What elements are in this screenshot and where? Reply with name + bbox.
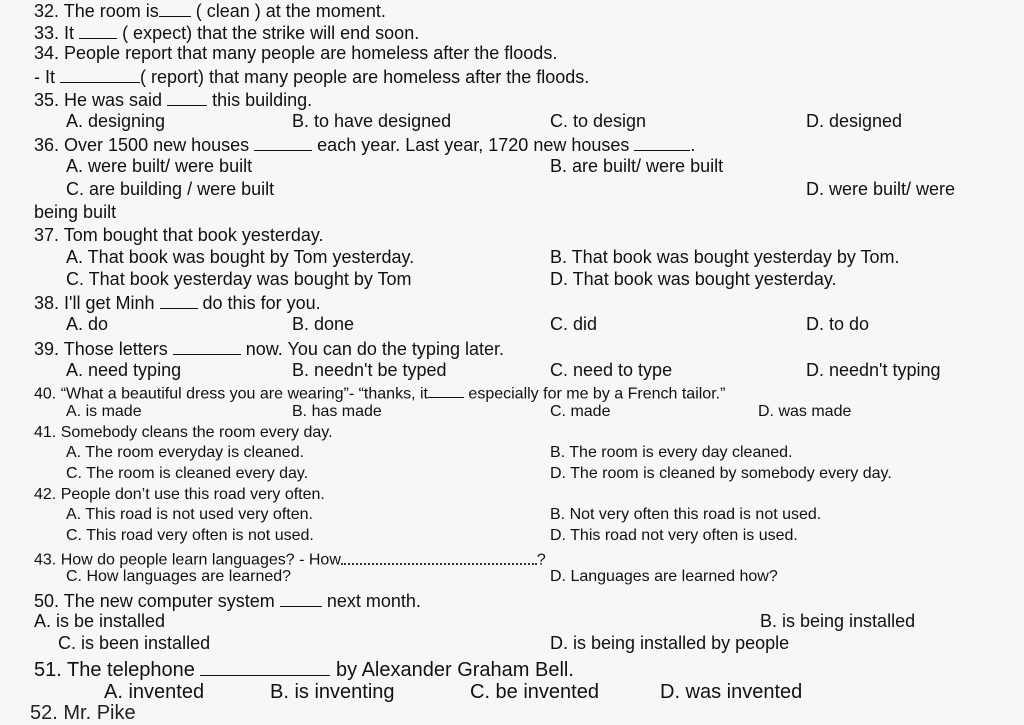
q34-text-pre: - It	[34, 67, 55, 88]
q39-text-post: now. You can do the typing later.	[245, 339, 504, 360]
q36-option-b[interactable]: B. are built/ were built	[550, 156, 724, 176]
question-36	[34, 134, 695, 154]
q51-option-d[interactable]: D. was invented	[660, 681, 803, 703]
question-32	[34, 0, 386, 20]
q39-blank	[173, 338, 241, 355]
q40-blank	[428, 383, 464, 398]
question-34-stem: 34. People report that many people are homeless after the floods.	[34, 43, 558, 63]
q35-option-b[interactable]: B. to have designed	[292, 111, 452, 131]
q35-text-pre: 35. He was said	[34, 90, 163, 111]
q37-option-c[interactable]: C. That book yesterday was bought by Tom	[66, 269, 412, 289]
q50-option-c[interactable]: C. is been installed	[58, 633, 211, 653]
question-41: 41. Somebody cleans the room every day.	[34, 424, 333, 441]
q33-text-post: ( expect) that the strike will end soon.	[122, 23, 420, 44]
q41-option-c[interactable]: C. The room is cleaned every day.	[66, 465, 309, 482]
q36-option-d[interactable]: D. were built/ were	[806, 179, 956, 199]
q36-text-end: .	[690, 135, 696, 156]
q34-text-post: ( report) that many people are homeless after the floods.	[140, 67, 590, 88]
q36-option-d-cont: being built	[34, 202, 117, 222]
q42-option-a[interactable]: A. This road is not used very often.	[66, 506, 313, 523]
q34-blank	[60, 66, 140, 83]
q35-text-post: this building.	[212, 90, 313, 111]
q41-option-a[interactable]: A. The room everyday is cleaned.	[66, 444, 305, 461]
q39-text-pre: 39. Those letters	[34, 339, 168, 360]
q38-option-d[interactable]: D. to do	[806, 314, 870, 334]
q36-option-a[interactable]: A. were built/ were built	[66, 156, 253, 176]
q36-option-c[interactable]: C. are building / were built	[66, 179, 275, 199]
q39-option-d[interactable]: D. needn't typing	[806, 360, 941, 380]
question-39	[34, 338, 504, 358]
question-50	[34, 590, 421, 610]
q33-text-pre: 33. It	[34, 23, 75, 44]
q33-blank	[79, 22, 117, 39]
q35-blank	[167, 89, 207, 106]
q41-option-d[interactable]: D. The room is cleaned by somebody every day.	[550, 465, 892, 482]
q43-text-post: ?	[536, 551, 546, 569]
question-52-fragment: 52. Mr. Pike	[30, 702, 136, 724]
question-38	[34, 292, 321, 312]
q50-option-b[interactable]: B. is being installed	[760, 611, 916, 631]
q42-option-c[interactable]: C. This road very often is not used.	[66, 527, 314, 544]
q51-option-b[interactable]: B. is inventing	[270, 681, 395, 703]
q51-text-pre: 51. The telephone	[34, 659, 195, 681]
q32-text-pre: 32. The room is	[34, 1, 159, 22]
q38-option-a[interactable]: A. do	[66, 314, 109, 334]
question-51	[34, 657, 574, 680]
q40-option-d[interactable]: D. was made	[758, 403, 852, 420]
q40-option-b[interactable]: B. has made	[292, 403, 382, 420]
q50-blank	[280, 590, 322, 607]
q35-option-c[interactable]: C. to design	[550, 111, 647, 131]
q51-option-c[interactable]: C. be invented	[470, 681, 599, 703]
q42-option-d[interactable]: D. This road not very often is used.	[550, 527, 798, 544]
question-43	[34, 549, 546, 569]
q38-text-post: do this for you.	[202, 293, 321, 314]
q43-option-c[interactable]: C. How languages are learned?	[66, 568, 292, 585]
q39-option-b[interactable]: B. needn't be typed	[292, 360, 447, 380]
q38-option-c[interactable]: C. did	[550, 314, 598, 334]
question-33	[34, 22, 419, 42]
q39-option-a[interactable]: A. need typing	[66, 360, 182, 380]
q40-text-post: especially for me by a French tailor.”	[468, 385, 726, 403]
q38-blank	[160, 292, 198, 309]
q37-option-a[interactable]: A. That book was bought by Tom yesterday.	[66, 247, 415, 267]
q50-text-pre: 50. The new computer system	[34, 591, 275, 612]
q38-text-pre: 38. I'll get Minh	[34, 293, 155, 314]
question-34-rewrite	[34, 66, 589, 86]
q42-option-b[interactable]: B. Not very often this road is not used.	[550, 506, 822, 523]
question-40	[34, 383, 725, 402]
q36-text-mid: each year. Last year, 1720 new houses	[317, 135, 630, 156]
q32-blank	[159, 0, 191, 17]
q43-option-d[interactable]: D. Languages are learned how?	[550, 568, 778, 585]
q36-blank-1	[254, 134, 312, 151]
q36-blank-2	[634, 134, 690, 151]
q32-text-post: ( clean ) at the moment.	[195, 1, 386, 22]
q50-option-d[interactable]: D. is being installed by people	[550, 633, 790, 653]
question-42: 42. People don’t use this road very often.	[34, 486, 325, 503]
q40-text-pre: 40. “What a beautiful dress you are wearing”- “thanks, it	[34, 385, 428, 403]
q43-dotted-blank	[341, 549, 537, 565]
q35-option-d[interactable]: D. designed	[806, 111, 903, 131]
q50-option-a[interactable]: A. is be installed	[34, 611, 166, 631]
q37-option-b[interactable]: B. That book was bought yesterday by Tom.	[550, 247, 900, 267]
q51-option-a[interactable]: A. invented	[104, 681, 205, 703]
q40-option-c[interactable]: C. made	[550, 403, 611, 420]
q41-option-b[interactable]: B. The room is every day cleaned.	[550, 444, 793, 461]
q51-text-post: by Alexander Graham Bell.	[336, 659, 574, 681]
q51-blank	[200, 657, 330, 676]
q40-option-a[interactable]: A. is made	[66, 403, 142, 420]
q38-option-b[interactable]: B. done	[292, 314, 355, 334]
question-37: 37. Tom bought that book yesterday.	[34, 225, 324, 245]
q39-option-c[interactable]: C. need to type	[550, 360, 673, 380]
q37-option-d[interactable]: D. That book was bought yesterday.	[550, 269, 837, 289]
q43-text-pre: 43. How do people learn languages? - How	[34, 551, 341, 569]
question-35	[34, 89, 312, 109]
q50-text-post: next month.	[326, 591, 421, 612]
q36-text-pre: 36. Over 1500 new houses	[34, 135, 250, 156]
q35-option-a[interactable]: A. designing	[66, 111, 166, 131]
